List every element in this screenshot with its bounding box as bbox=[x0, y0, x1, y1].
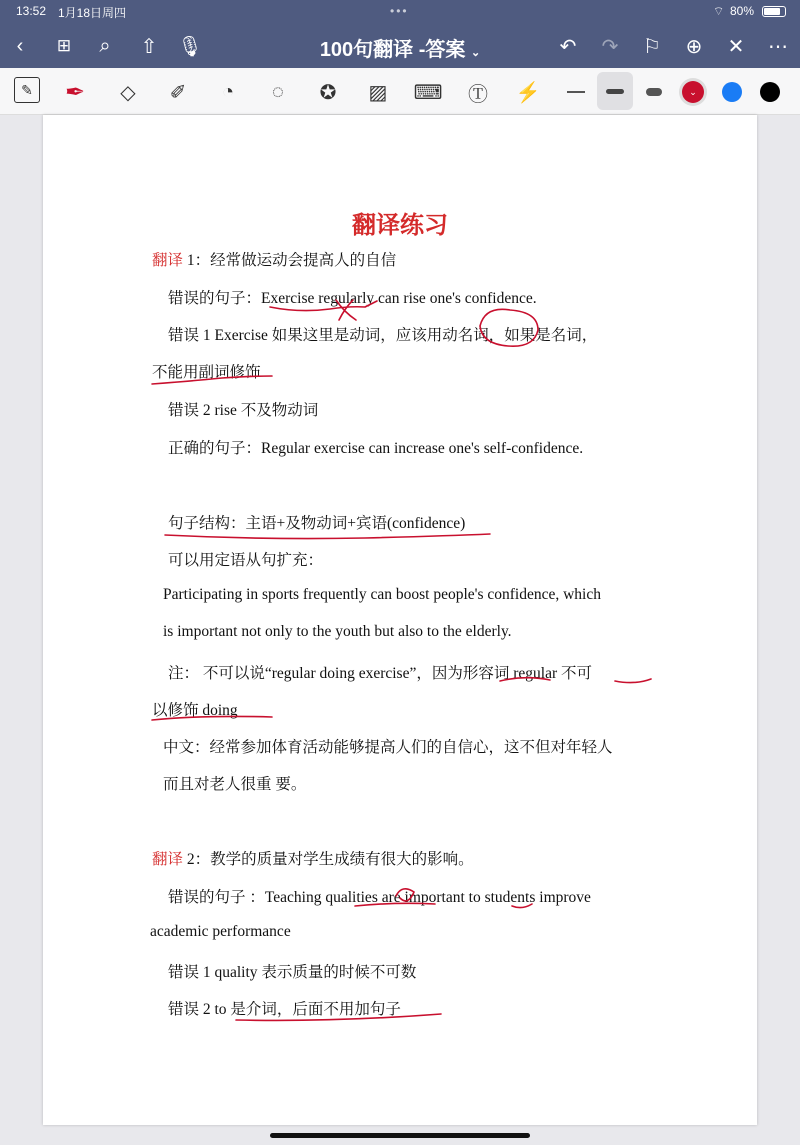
line-text: 可以用定语从句扩充： bbox=[168, 552, 324, 569]
bookmark-icon[interactable]: ⚐ bbox=[643, 35, 661, 58]
text-line bbox=[168, 398, 318, 420]
text-line bbox=[168, 885, 591, 907]
multitask-dots-icon[interactable]: ••• bbox=[390, 4, 409, 18]
grid-icon[interactable]: ⊞ bbox=[56, 36, 72, 55]
text-line bbox=[168, 286, 537, 308]
color-blue[interactable] bbox=[717, 77, 747, 107]
highlighter-icon[interactable]: ✐ bbox=[169, 81, 187, 104]
add-page-icon[interactable]: ⊕ bbox=[685, 35, 703, 58]
zoom-window-icon[interactable]: ✎ bbox=[14, 77, 40, 103]
line-text: 错误 1 quality 表示质量的时候不可数 bbox=[168, 964, 417, 981]
text-line bbox=[150, 923, 291, 941]
undo-icon[interactable]: ↶ bbox=[559, 35, 577, 58]
line-text: Participating in sports frequently can boost people's confidence, which bbox=[163, 586, 601, 603]
battery-level: 80% bbox=[730, 4, 755, 18]
text-line bbox=[152, 698, 238, 720]
annotation-toolbar bbox=[0, 68, 800, 115]
image-icon[interactable]: ▨ bbox=[368, 81, 388, 104]
text-line bbox=[168, 997, 401, 1019]
laser-pointer-icon[interactable]: ⚡ bbox=[515, 81, 541, 104]
line-text: 错误的句子 ：Teaching qualities are important to students improve bbox=[168, 889, 591, 906]
text-line bbox=[152, 248, 396, 270]
line-text: 以修饰 doing bbox=[152, 702, 238, 719]
text-line bbox=[168, 661, 592, 683]
pen-tool-icon[interactable]: ✒ bbox=[64, 78, 86, 106]
line-text: 注： 不可以说“regular doing exercise”，因为形容词 regular 不可 bbox=[168, 665, 592, 682]
text-line bbox=[168, 323, 597, 345]
page-heading: 翻译练习 bbox=[352, 210, 448, 239]
line-text: 而且对老人很重 要。 bbox=[163, 776, 307, 793]
text-line bbox=[168, 511, 465, 533]
text-line bbox=[168, 960, 416, 982]
text-line bbox=[163, 772, 306, 794]
text-line bbox=[168, 548, 323, 570]
text-line bbox=[163, 586, 601, 604]
stroke-thin[interactable] bbox=[561, 77, 591, 107]
line-text: 句子结构：主语+及物动词+宾语(confidence) bbox=[168, 515, 466, 532]
text-line bbox=[168, 436, 583, 458]
color-red[interactable]: ⌄ bbox=[678, 77, 708, 107]
keyboard-icon[interactable]: ⌨ bbox=[413, 81, 443, 104]
document-title[interactable] bbox=[0, 33, 800, 62]
title-text: 100句翻译 -答案 bbox=[319, 39, 466, 61]
lasso-icon[interactable]: ◌ bbox=[272, 80, 284, 103]
back-icon[interactable]: ‹ bbox=[16, 34, 24, 57]
home-indicator[interactable] bbox=[270, 1133, 530, 1138]
line-text: 不能用副词修饰 bbox=[152, 364, 261, 381]
stroke-medium[interactable] bbox=[597, 72, 633, 110]
stroke-thick[interactable] bbox=[639, 77, 669, 107]
text-line bbox=[152, 360, 261, 382]
wifi-icon: ⌔ bbox=[713, 4, 725, 18]
line-text: 错误的句子：Exercise regularly can rise one's confidence. bbox=[168, 290, 537, 307]
text-line bbox=[152, 847, 474, 869]
close-icon[interactable]: ✕ bbox=[727, 35, 745, 58]
search-icon[interactable]: ⌕ bbox=[99, 34, 111, 57]
section-label: 翻译 bbox=[152, 851, 184, 868]
app-header bbox=[0, 0, 800, 68]
status-date: 1月18日周四 bbox=[58, 6, 127, 20]
line-text: 错误 2 to 是介词，后面不用加句子 bbox=[168, 1001, 401, 1018]
line-text: 错误 1 Exercise 如果这里是动词，应该用动名词，如果是名词， bbox=[168, 327, 598, 344]
line-text: 中文：经常参加体育活动能够提高人们的自信心，这不但对年轻人 bbox=[163, 739, 613, 756]
line-text: is important not only to the youth but also to the elderly. bbox=[163, 623, 512, 640]
line-text: academic performance bbox=[150, 923, 291, 940]
color-black[interactable] bbox=[755, 77, 785, 107]
line-text: 错误 2 rise 不及物动词 bbox=[168, 402, 319, 419]
text-box-icon[interactable]: Ⓣ bbox=[468, 83, 488, 106]
chevron-down-icon: ⌄ bbox=[470, 47, 481, 59]
status-time: 13:52 bbox=[16, 4, 47, 18]
line-text: 正确的句子：Regular exercise can increase one's self-confidence. bbox=[168, 440, 584, 457]
line-text: 2：教学的质量对学生成绩有很大的影响。 bbox=[183, 851, 474, 868]
line-text: 1：经常做运动会提高人的自信 bbox=[183, 252, 397, 269]
more-icon[interactable]: ⋯ bbox=[768, 35, 788, 58]
section-label: 翻译 bbox=[152, 252, 184, 269]
shapes-icon[interactable]: ◔ bbox=[221, 80, 235, 103]
battery-icon bbox=[762, 6, 786, 17]
eraser-icon[interactable]: ◇ bbox=[120, 81, 136, 104]
text-line bbox=[163, 623, 512, 641]
sticker-icon[interactable]: ✪ bbox=[319, 81, 337, 104]
redo-icon[interactable]: ↷ bbox=[601, 35, 619, 58]
share-icon[interactable]: ⇧ bbox=[140, 35, 158, 58]
microphone-icon[interactable]: 🎙 bbox=[177, 35, 203, 58]
text-line bbox=[163, 735, 613, 757]
